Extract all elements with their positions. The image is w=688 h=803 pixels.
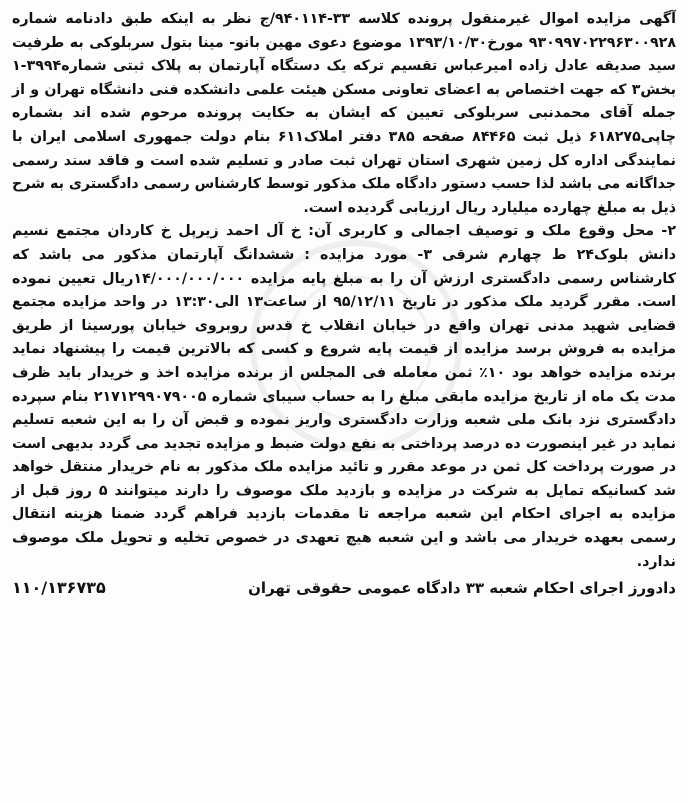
notice-signature: دادورز اجرای احکام شعبه ۳۳ دادگاه عمومی حقوقی تهران bbox=[248, 579, 676, 598]
notice-footer bbox=[12, 578, 676, 597]
notice-body bbox=[12, 8, 676, 574]
notice-paragraph-2: ۲- محل وقوع ملک و توصیف اجمالی و کاربری آن: خ آل احمد زیرپل خ کاردان مجتمع نسیم دانش بلوک۲۴ ط چهارم شرقی ۳- مورد مزایده : ششدانگ آپارتمان مذکور می باشد که کارشناس رسمی دادگستری ارزش آن را به مبلغ پایه مزایده ۱۴/۰۰۰/۰۰۰/۰۰۰ریال تعیین نموده است. مقرر گردید ملک مذکور در تاریخ ۹۵/۱۲/۱۱ از ساعت۱۳ الی۱۳:۳۰ در واحد مزایده مجتمع قضایی شهید مدنی تهران واقع در خیابان انقلاب خ قدس روبروی خیابان پورسینا از طریق مزایده به فروش برسد مزایده از قیمت پایه شروع و کسی که بالاترین قیمت را پیشنهاد نماید برنده مزایده خواهد بود ۱۰٪ ثمن معامله فی المجلس از برنده مزایده اخذ و خریدار باید ظرف مدت یک ماه از تاریخ مزایده مابقی مبلغ را به حساب سیبای شماره ۲۱۷۱۲۹۹۰۷۹۰۰۵ بنام سپرده دادگستری نزد بانک ملی شعبه وزارت دادگستری واریز نموده و قبض آن را به این شعبه تسلیم نماید در غیر اینصورت ده درصد پرداختی به نفع دولت ضبط و مزایده تجدید می گردد بدیهی است در صورت پرداخت کل ثمن در موعد مقرر و تائید مزایده ملک مذکور به نام خریدار منتقل خواهد شد کسانیکه تمایل به شرکت در مزایده و بازدید ملک موصوف را دارند میتوانند ۵ روز قبل از مزایده به اجرای احکام این شعبه مراجعه تا مقدمات بازدید فراهم گردد ضمنا هزینه انتقال رسمی بعهده خریدار می باشد و این شعبه هیچ تعهدی در خصوص تخلیه و تحویل ملک موصوف ندارد. bbox=[12, 223, 677, 570]
notice-reference-number: ۱۱۰/۱۳۶۷۳۵ bbox=[12, 578, 106, 598]
notice-paragraph-1: آگهی مزایده اموال غیرمنقول پرونده کلاسه ۳۳-۹۴۰۱۱۴/ج نظر به اینکه طبق دادنامه شماره ۹۳۰۹۹۷۰۲۲۹۶۳۰۰۹۲۸ مورخ۱۳۹۳/۱۰/۳۰ موضوع دعوی مهین بانو- مینا بتول سربلوکی به طرفیت سید صدیقه عادل زاده امیرعباس تقسیم ترکه یک دستگاه آپارتمان به پلاک ثبتی شماره۳۹۹۴-۱ بخش۳ که جهت اختصاص به اعضای تعاونی مسکن هیئت علمی دانشکده فنی دانشگاه تهران و از جمله آقای محمدنبی سربلوکی تعیین که ایشان به حکایت پرونده مرحوم شده اند بشماره چاپی۶۱۸۲۷۵ ذیل ثبت ۸۴۴۶۵ صفحه ۳۸۵ دفتر املاک۶۱۱ بنام دولت جمهوری اسلامی ایران با نمایندگی اداره کل زمین شهری استان تهران ثبت صادر و تسلیم شده است و فاقد سند رسمی جداگانه می باشد لذا حسب دستور دادگاه ملک مذکور توسط کارشناس رسمی دادگستری به شرح ذیل به مبلغ چهارده میلیارد ریال ارزیابی گردیده است. bbox=[12, 11, 677, 216]
